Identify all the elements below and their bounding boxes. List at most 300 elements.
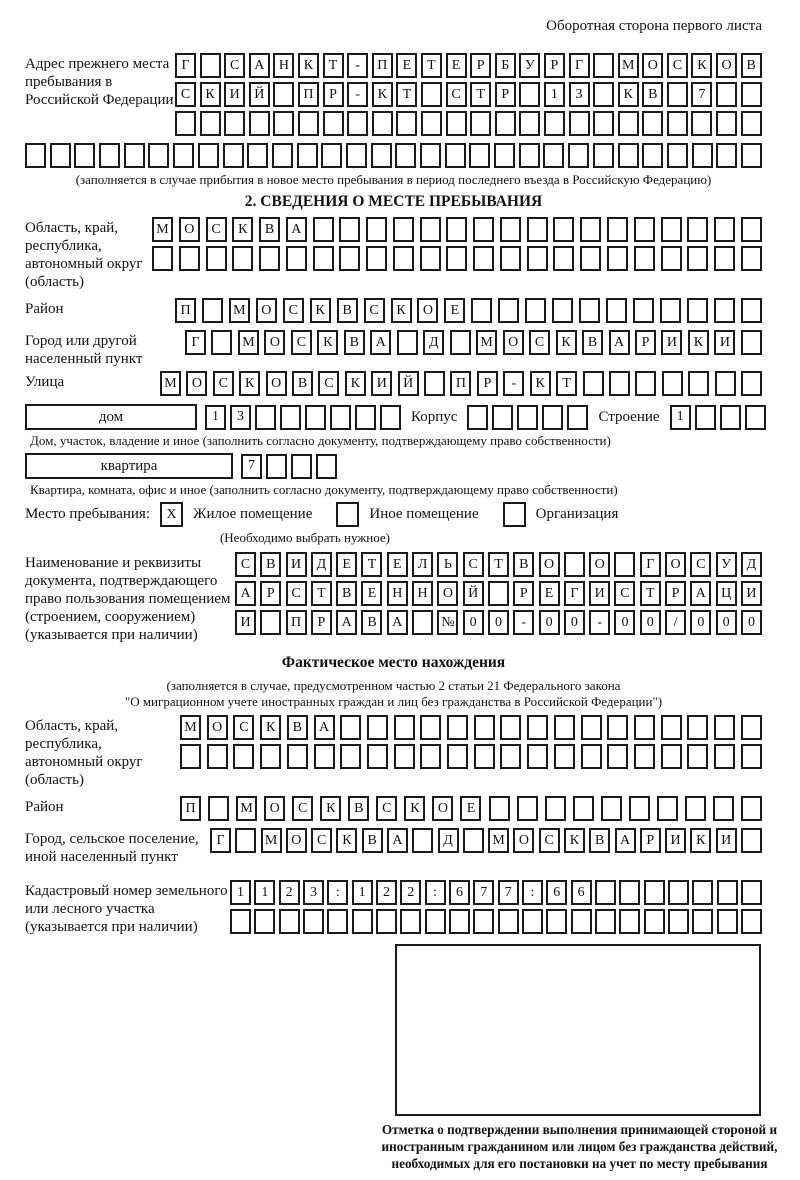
char-cell[interactable] [207,744,228,769]
char-cell[interactable] [259,246,280,271]
char-cell[interactable] [397,330,418,355]
char-cell[interactable]: О [256,298,277,323]
char-cell[interactable] [273,111,294,136]
char-cell[interactable] [463,828,484,853]
char-cell[interactable]: 3 [303,880,324,905]
char-cell[interactable]: И [286,552,307,577]
char-cell[interactable]: Е [446,53,467,78]
char-cell[interactable]: М [152,217,173,242]
char-cell[interactable] [553,217,574,242]
char-cell[interactable] [366,246,387,271]
char-cell[interactable] [124,143,145,168]
char-cell[interactable]: Р [513,581,534,606]
char-cell[interactable]: К [404,796,425,821]
char-cell[interactable] [367,715,388,740]
char-cell[interactable]: К [688,330,709,355]
char-cell[interactable] [545,796,566,821]
char-cell[interactable]: 0 [716,610,737,635]
char-cell[interactable]: Р [260,581,281,606]
char-cell[interactable]: Б [495,53,516,78]
char-cell[interactable] [741,909,762,934]
char-cell[interactable]: 0 [463,610,484,635]
char-cell[interactable]: Р [544,53,565,78]
char-cell[interactable] [634,715,655,740]
char-cell[interactable]: П [372,53,393,78]
char-cell[interactable]: Г [210,828,231,853]
char-cell[interactable]: С [283,298,304,323]
char-cell[interactable] [741,298,762,323]
char-cell[interactable] [393,246,414,271]
char-cell[interactable] [519,111,540,136]
char-cell[interactable]: К [298,53,319,78]
char-cell[interactable]: Р [665,581,686,606]
char-cell[interactable]: Р [495,82,516,107]
char-cell[interactable] [571,909,592,934]
char-cell[interactable]: Д [311,552,332,577]
char-cell[interactable] [527,217,548,242]
char-cell[interactable]: К [691,53,712,78]
char-cell[interactable] [314,744,335,769]
char-cell[interactable]: В [348,796,369,821]
char-cell[interactable]: В [642,82,663,107]
char-cell[interactable] [553,246,574,271]
char-cell[interactable]: 1 [205,405,226,430]
char-cell[interactable] [601,796,622,821]
char-cell[interactable]: С [364,298,385,323]
char-cell[interactable]: А [690,581,711,606]
char-cell[interactable] [198,143,219,168]
char-cell[interactable]: Т [361,552,382,577]
char-cell[interactable] [642,143,663,168]
checkbox-residential[interactable]: X [160,502,183,527]
char-cell[interactable]: И [224,82,245,107]
char-cell[interactable]: 6 [449,880,470,905]
char-cell[interactable] [180,744,201,769]
char-cell[interactable]: В [361,610,382,635]
char-cell[interactable] [517,405,538,430]
char-cell[interactable] [567,405,588,430]
char-cell[interactable] [273,82,294,107]
char-cell[interactable]: С [667,53,688,78]
char-cell[interactable] [489,796,510,821]
char-cell[interactable]: У [716,552,737,577]
char-cell[interactable] [542,405,563,430]
char-cell[interactable]: Г [569,53,590,78]
char-cell[interactable] [522,909,543,934]
char-cell[interactable]: М [488,828,509,853]
char-cell[interactable] [741,82,762,107]
char-cell[interactable] [208,796,229,821]
char-cell[interactable] [498,298,519,323]
char-cell[interactable]: Т [311,581,332,606]
char-cell[interactable]: И [589,581,610,606]
char-cell[interactable] [446,111,467,136]
char-cell[interactable]: Н [412,581,433,606]
char-cell[interactable] [527,744,548,769]
char-cell[interactable]: Р [311,610,332,635]
char-cell[interactable]: К [260,715,281,740]
char-cell[interactable] [249,111,270,136]
char-cell[interactable]: С [213,371,234,396]
char-cell[interactable]: П [286,610,307,635]
char-cell[interactable]: О [186,371,207,396]
char-cell[interactable] [74,143,95,168]
char-cell[interactable]: Р [635,330,656,355]
char-cell[interactable] [720,405,741,430]
char-cell[interactable]: Г [564,581,585,606]
char-cell[interactable]: А [387,828,408,853]
char-cell[interactable] [543,143,564,168]
char-cell[interactable]: Г [185,330,206,355]
char-cell[interactable]: С [233,715,254,740]
char-cell[interactable]: Й [463,581,484,606]
char-cell[interactable]: К [391,298,412,323]
char-cell[interactable]: Г [640,552,661,577]
char-cell[interactable]: С [463,552,484,577]
char-cell[interactable] [396,111,417,136]
char-cell[interactable] [618,143,639,168]
char-cell[interactable] [232,246,253,271]
char-cell[interactable] [424,371,445,396]
char-cell[interactable] [714,715,735,740]
char-cell[interactable]: В [260,552,281,577]
char-cell[interactable] [667,143,688,168]
char-cell[interactable] [667,82,688,107]
char-cell[interactable] [564,552,585,577]
char-cell[interactable] [644,880,665,905]
char-cell[interactable]: К [372,82,393,107]
char-cell[interactable]: О [539,552,560,577]
char-cell[interactable] [741,111,762,136]
char-cell[interactable] [716,111,737,136]
char-cell[interactable]: 2 [400,880,421,905]
char-cell[interactable] [607,217,628,242]
char-cell[interactable]: П [175,298,196,323]
char-cell[interactable] [266,454,287,479]
char-cell[interactable] [340,715,361,740]
char-cell[interactable] [687,217,708,242]
char-cell[interactable] [500,246,521,271]
char-cell[interactable] [593,53,614,78]
char-cell[interactable] [412,828,433,853]
char-cell[interactable] [609,371,630,396]
char-cell[interactable] [607,246,628,271]
char-cell[interactable] [579,298,600,323]
char-cell[interactable]: К [556,330,577,355]
char-cell[interactable]: 1 [670,405,691,430]
char-cell[interactable] [450,330,471,355]
char-cell[interactable] [619,909,640,934]
char-cell[interactable]: К [320,796,341,821]
char-cell[interactable]: С [539,828,560,853]
char-cell[interactable]: О [716,53,737,78]
char-cell[interactable] [714,298,735,323]
char-cell[interactable]: - [513,610,534,635]
char-cell[interactable] [634,217,655,242]
char-cell[interactable] [554,744,575,769]
char-cell[interactable]: П [180,796,201,821]
char-cell[interactable] [494,143,515,168]
char-cell[interactable]: 1 [230,880,251,905]
char-cell[interactable] [687,246,708,271]
char-cell[interactable] [500,715,521,740]
char-cell[interactable] [642,111,663,136]
char-cell[interactable] [554,715,575,740]
char-cell[interactable]: 6 [571,880,592,905]
char-cell[interactable]: К [239,371,260,396]
char-cell[interactable] [297,143,318,168]
char-cell[interactable] [323,111,344,136]
char-cell[interactable]: В [582,330,603,355]
char-cell[interactable] [223,143,244,168]
char-cell[interactable] [173,143,194,168]
char-cell[interactable]: Р [640,828,661,853]
char-cell[interactable]: Д [423,330,444,355]
char-cell[interactable]: О [432,796,453,821]
char-cell[interactable] [330,405,351,430]
char-cell[interactable]: Й [398,371,419,396]
char-cell[interactable] [692,909,713,934]
char-cell[interactable] [339,246,360,271]
char-cell[interactable]: А [249,53,270,78]
char-cell[interactable]: 3 [230,405,251,430]
char-cell[interactable] [394,744,415,769]
char-cell[interactable] [580,217,601,242]
char-cell[interactable]: Т [640,581,661,606]
char-cell[interactable] [661,246,682,271]
char-cell[interactable]: : [522,880,543,905]
char-cell[interactable] [633,298,654,323]
char-cell[interactable]: 7 [473,880,494,905]
char-cell[interactable] [352,909,373,934]
char-cell[interactable] [200,53,221,78]
char-cell[interactable]: Е [460,796,481,821]
char-cell[interactable]: 2 [376,880,397,905]
char-cell[interactable] [527,715,548,740]
char-cell[interactable]: Н [387,581,408,606]
char-cell[interactable] [714,744,735,769]
char-cell[interactable] [606,298,627,323]
char-cell[interactable] [517,796,538,821]
char-cell[interactable] [473,246,494,271]
char-cell[interactable]: П [450,371,471,396]
char-cell[interactable] [716,82,737,107]
char-cell[interactable] [446,217,467,242]
char-cell[interactable] [211,330,232,355]
char-cell[interactable] [525,298,546,323]
char-cell[interactable]: Е [539,581,560,606]
char-cell[interactable]: В [287,715,308,740]
char-cell[interactable]: 1 [254,880,275,905]
char-cell[interactable]: С [318,371,339,396]
char-cell[interactable] [685,796,706,821]
char-cell[interactable] [593,111,614,136]
char-cell[interactable]: В [741,53,762,78]
char-cell[interactable]: 1 [352,880,373,905]
char-cell[interactable] [376,909,397,934]
char-cell[interactable]: С [529,330,550,355]
char-cell[interactable] [614,552,635,577]
char-cell[interactable]: М [238,330,259,355]
char-cell[interactable]: С [376,796,397,821]
char-cell[interactable] [420,143,441,168]
char-cell[interactable]: : [327,880,348,905]
char-cell[interactable]: С [614,581,635,606]
char-cell[interactable]: М [236,796,257,821]
char-cell[interactable] [305,405,326,430]
char-cell[interactable]: К [618,82,639,107]
char-cell[interactable]: - [347,53,368,78]
char-cell[interactable] [445,143,466,168]
char-cell[interactable]: Д [438,828,459,853]
char-cell[interactable]: 0 [539,610,560,635]
char-cell[interactable]: О [589,552,610,577]
char-cell[interactable]: К [345,371,366,396]
char-cell[interactable] [260,744,281,769]
char-cell[interactable] [449,909,470,934]
char-cell[interactable]: Р [323,82,344,107]
checkbox-other-premises[interactable] [336,502,359,527]
char-cell[interactable]: С [291,330,312,355]
char-cell[interactable]: О [513,828,534,853]
char-cell[interactable]: И [371,371,392,396]
char-cell[interactable]: А [370,330,391,355]
char-cell[interactable] [741,217,762,242]
char-cell[interactable]: 0 [488,610,509,635]
char-cell[interactable]: О [266,371,287,396]
char-cell[interactable]: В [344,330,365,355]
char-cell[interactable] [467,405,488,430]
char-cell[interactable] [607,744,628,769]
char-cell[interactable] [179,246,200,271]
char-cell[interactable] [367,744,388,769]
char-cell[interactable]: С [206,217,227,242]
char-cell[interactable]: В [259,217,280,242]
char-cell[interactable]: Е [336,552,357,577]
char-cell[interactable]: Л [412,552,433,577]
char-cell[interactable] [692,880,713,905]
char-cell[interactable] [473,217,494,242]
char-cell[interactable] [346,143,367,168]
char-cell[interactable]: В [337,298,358,323]
char-cell[interactable]: А [336,610,357,635]
char-cell[interactable] [473,909,494,934]
char-cell[interactable]: К [690,828,711,853]
char-cell[interactable] [25,143,46,168]
char-cell[interactable]: С [235,552,256,577]
char-cell[interactable]: : [425,880,446,905]
char-cell[interactable] [471,298,492,323]
char-cell[interactable] [668,880,689,905]
char-cell[interactable] [667,111,688,136]
char-cell[interactable] [340,744,361,769]
char-cell[interactable] [657,796,678,821]
char-cell[interactable] [635,371,656,396]
char-cell[interactable] [202,298,223,323]
char-cell[interactable] [470,111,491,136]
char-cell[interactable]: О [264,796,285,821]
char-cell[interactable]: К [310,298,331,323]
char-cell[interactable] [661,744,682,769]
char-cell[interactable] [233,744,254,769]
char-cell[interactable] [741,828,762,853]
char-cell[interactable]: М [261,828,282,853]
char-cell[interactable] [230,909,251,934]
char-cell[interactable] [745,405,766,430]
char-cell[interactable] [717,909,738,934]
char-cell[interactable]: - [347,82,368,107]
char-cell[interactable]: 1 [544,82,565,107]
char-cell[interactable] [247,143,268,168]
char-cell[interactable] [581,744,602,769]
char-cell[interactable]: 0 [614,610,635,635]
char-cell[interactable] [148,143,169,168]
char-cell[interactable] [425,909,446,934]
char-cell[interactable]: 0 [690,610,711,635]
char-cell[interactable] [544,111,565,136]
char-cell[interactable] [741,796,762,821]
char-cell[interactable]: К [317,330,338,355]
char-cell[interactable]: В [292,371,313,396]
char-cell[interactable] [593,143,614,168]
char-cell[interactable]: О [417,298,438,323]
char-cell[interactable]: К [200,82,221,107]
char-cell[interactable]: О [264,330,285,355]
char-cell[interactable] [716,143,737,168]
char-cell[interactable] [741,715,762,740]
char-cell[interactable]: Т [556,371,577,396]
char-cell[interactable] [668,909,689,934]
char-cell[interactable] [569,111,590,136]
char-cell[interactable]: А [235,581,256,606]
char-cell[interactable] [488,581,509,606]
char-cell[interactable]: / [665,610,686,635]
char-cell[interactable] [447,715,468,740]
char-cell[interactable]: И [235,610,256,635]
char-cell[interactable] [420,715,441,740]
char-cell[interactable] [695,405,716,430]
char-cell[interactable]: И [716,828,737,853]
char-cell[interactable] [255,405,276,430]
char-cell[interactable]: Т [421,53,442,78]
char-cell[interactable] [741,330,762,355]
char-cell[interactable] [607,715,628,740]
char-cell[interactable]: М [229,298,250,323]
char-cell[interactable] [366,217,387,242]
char-cell[interactable]: С [690,552,711,577]
char-cell[interactable]: О [503,330,524,355]
char-cell[interactable] [235,828,256,853]
char-cell[interactable] [687,715,708,740]
char-cell[interactable] [327,909,348,934]
char-cell[interactable]: А [314,715,335,740]
char-cell[interactable] [286,246,307,271]
char-cell[interactable] [687,298,708,323]
char-cell[interactable] [469,143,490,168]
char-cell[interactable] [715,371,736,396]
char-cell[interactable] [372,111,393,136]
char-cell[interactable]: А [609,330,630,355]
char-cell[interactable] [660,298,681,323]
char-cell[interactable]: К [564,828,585,853]
char-cell[interactable] [527,246,548,271]
char-cell[interactable] [546,909,567,934]
char-cell[interactable] [741,880,762,905]
char-cell[interactable] [394,715,415,740]
char-cell[interactable]: О [665,552,686,577]
char-cell[interactable] [355,405,376,430]
char-cell[interactable]: Ь [437,552,458,577]
